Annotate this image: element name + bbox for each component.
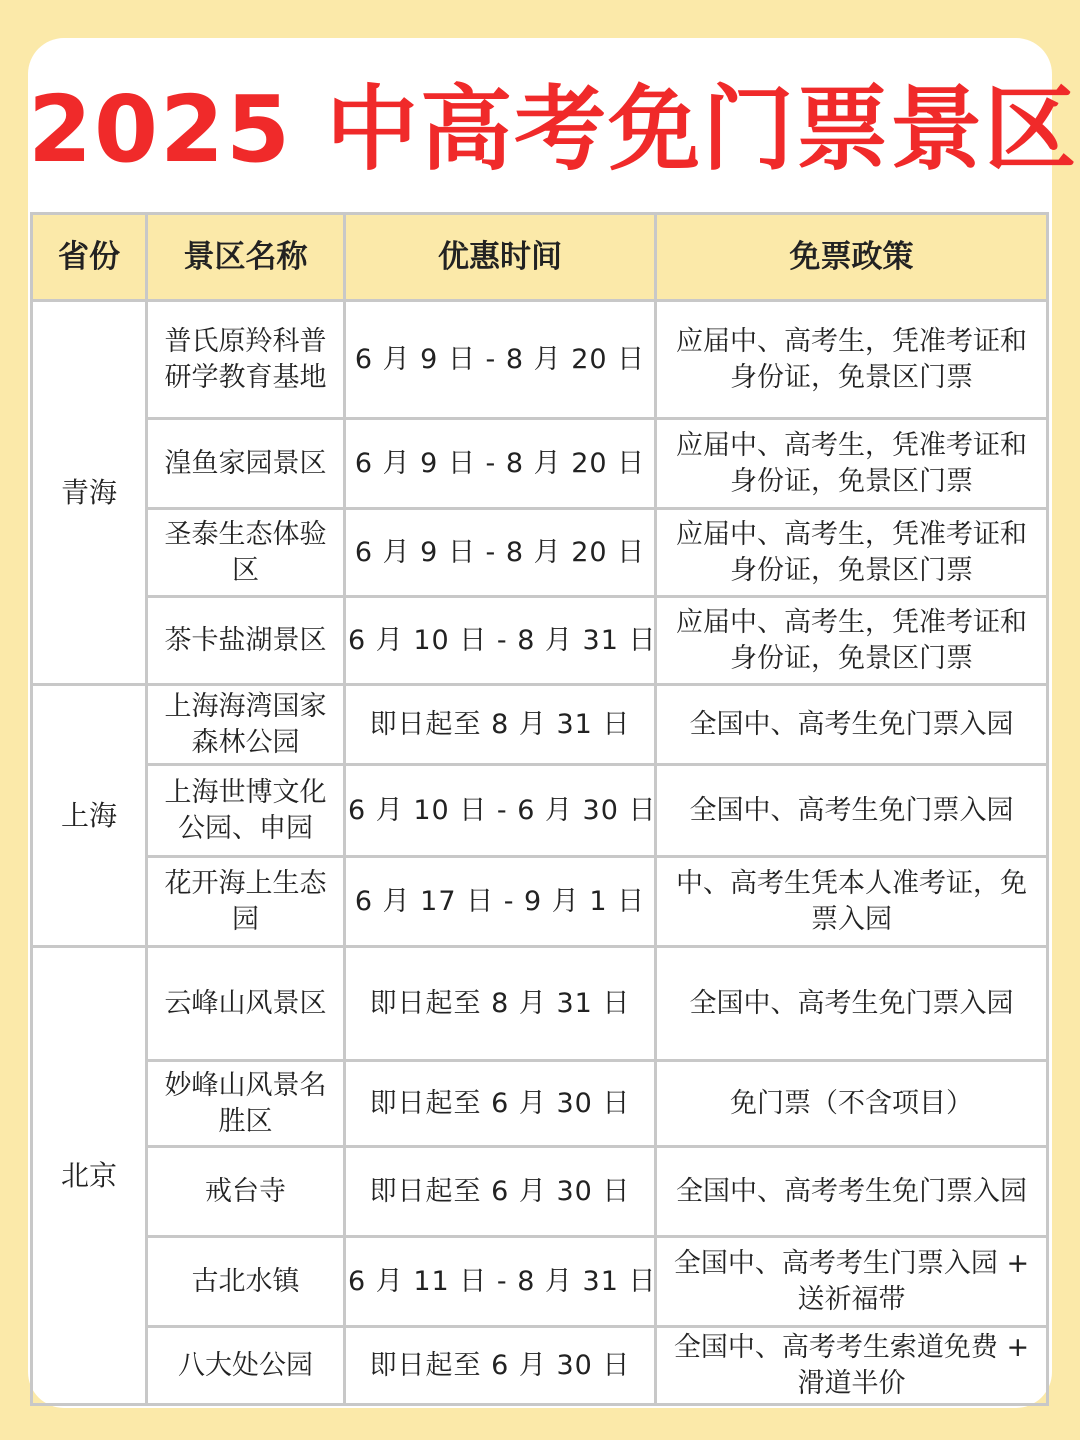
province-cell: 上海	[32, 685, 147, 947]
free-policy: 应届中、高考生，凭准考证和身份证，免景区门票	[656, 597, 1048, 685]
table-row	[32, 857, 1048, 947]
table-row	[32, 765, 1048, 857]
free-policy: 全国中、高考考生免门票入园	[656, 1147, 1048, 1237]
header-scenic-name: 景区名称	[147, 214, 345, 301]
scenic-name: 湟鱼家园景区	[147, 419, 345, 509]
table-row	[32, 685, 1048, 765]
free-policy: 全国中、高考生免门票入园	[656, 765, 1048, 857]
free-policy: 应届中、高考生，凭准考证和身份证，免景区门票	[656, 419, 1048, 509]
table-row	[32, 947, 1048, 1061]
discount-time: 即日起至 6 月 30 日	[345, 1061, 656, 1147]
scenic-name: 云峰山风景区	[147, 947, 345, 1061]
scenic-name: 圣泰生态体验区	[147, 509, 345, 597]
free-policy: 应届中、高考生，凭准考证和身份证，免景区门票	[656, 301, 1048, 419]
header-free-policy: 免票政策	[656, 214, 1048, 301]
free-policy: 全国中、高考考生索道免费 + 滑道半价	[656, 1327, 1048, 1405]
scenic-name: 戒台寺	[147, 1147, 345, 1237]
scenic-name: 普氏原羚科普研学教育基地	[147, 301, 345, 419]
free-policy: 免门票（不含项目）	[656, 1061, 1048, 1147]
table-header-row	[32, 214, 1048, 301]
discount-time: 6 月 17 日 - 9 月 1 日	[345, 857, 656, 947]
page-title: 2025 中高考免门票景区	[28, 76, 1079, 183]
scenic-name: 花开海上生态园	[147, 857, 345, 947]
table-row	[32, 1147, 1048, 1237]
discount-time: 即日起至 8 月 31 日	[345, 947, 656, 1061]
free-policy: 中、高考生凭本人准考证，免票入园	[656, 857, 1048, 947]
scenic-name: 上海海湾国家森林公园	[147, 685, 345, 765]
discount-time: 6 月 10 日 - 8 月 31 日	[345, 597, 656, 685]
discount-time: 6 月 9 日 - 8 月 20 日	[345, 509, 656, 597]
free-policy: 全国中、高考生免门票入园	[656, 947, 1048, 1061]
province-cell: 北京	[32, 947, 147, 1405]
discount-time: 即日起至 8 月 31 日	[345, 685, 656, 765]
province-cell: 青海	[32, 301, 147, 685]
table-row	[32, 509, 1048, 597]
discount-time: 6 月 10 日 - 6 月 30 日	[345, 765, 656, 857]
scenic-name: 上海世博文化公园、申园	[147, 765, 345, 857]
discount-time: 6 月 9 日 - 8 月 20 日	[345, 301, 656, 419]
scenic-name: 妙峰山风景名胜区	[147, 1061, 345, 1147]
scenic-name: 八大处公园	[147, 1327, 345, 1405]
header-province: 省份	[32, 214, 147, 301]
free-policy: 全国中、高考考生门票入园 + 送祈福带	[656, 1237, 1048, 1327]
table-row	[32, 597, 1048, 685]
discount-time: 即日起至 6 月 30 日	[345, 1327, 656, 1405]
table-row	[32, 1061, 1048, 1147]
discount-time: 即日起至 6 月 30 日	[345, 1147, 656, 1237]
discount-time: 6 月 9 日 - 8 月 20 日	[345, 419, 656, 509]
header-discount-time: 优惠时间	[345, 214, 656, 301]
scenic-name: 茶卡盐湖景区	[147, 597, 345, 685]
free-policy: 应届中、高考生，凭准考证和身份证，免景区门票	[656, 509, 1048, 597]
scenic-spots-table	[30, 212, 1049, 1406]
table-row	[32, 301, 1048, 419]
table-row	[32, 419, 1048, 509]
table-row	[32, 1237, 1048, 1327]
free-policy: 全国中、高考生免门票入园	[656, 685, 1048, 765]
discount-time: 6 月 11 日 - 8 月 31 日	[345, 1237, 656, 1327]
table-row	[32, 1327, 1048, 1405]
scenic-name: 古北水镇	[147, 1237, 345, 1327]
